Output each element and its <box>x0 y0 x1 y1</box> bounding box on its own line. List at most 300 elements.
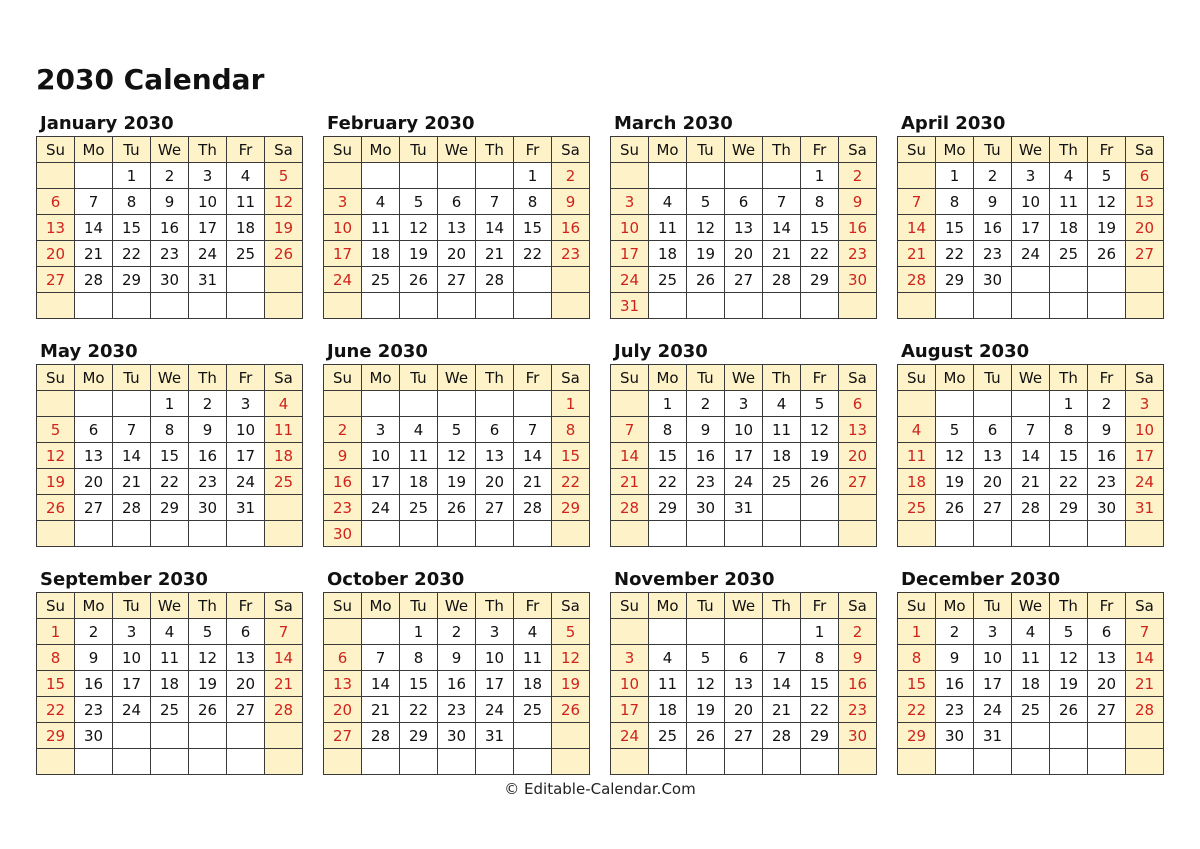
day-cell: 12 <box>189 645 227 671</box>
day-cell: 11 <box>400 443 438 469</box>
weekday-header-row <box>324 593 590 619</box>
day-cell: 28 <box>362 723 400 749</box>
week-row <box>898 469 1164 495</box>
day-cell <box>438 163 476 189</box>
month-block <box>323 568 590 775</box>
month-table <box>36 592 303 775</box>
day-cell: 24 <box>227 469 265 495</box>
day-cell: 29 <box>151 495 189 521</box>
day-cell: 27 <box>476 495 514 521</box>
weekday-header: Tu <box>687 137 725 163</box>
weekday-header-row <box>611 593 877 619</box>
day-cell: 18 <box>1050 215 1088 241</box>
day-cell <box>1088 293 1126 319</box>
day-cell <box>1012 293 1050 319</box>
month-title: August 2030 <box>901 341 1030 362</box>
day-cell: 30 <box>974 267 1012 293</box>
day-cell <box>324 163 362 189</box>
week-row <box>898 417 1164 443</box>
day-cell <box>1126 723 1164 749</box>
month-title: February 2030 <box>327 113 475 134</box>
weekday-header: Mo <box>75 365 113 391</box>
day-cell: 30 <box>936 723 974 749</box>
day-cell: 30 <box>687 495 725 521</box>
day-cell <box>113 293 151 319</box>
day-cell: 16 <box>75 671 113 697</box>
weekday-header: Su <box>611 365 649 391</box>
week-row <box>37 163 303 189</box>
week-row <box>324 697 590 723</box>
day-cell: 8 <box>552 417 590 443</box>
day-cell <box>113 391 151 417</box>
day-cell: 20 <box>1126 215 1164 241</box>
day-cell: 10 <box>227 417 265 443</box>
day-cell <box>151 293 189 319</box>
day-cell: 5 <box>1050 619 1088 645</box>
day-cell: 25 <box>265 469 303 495</box>
day-cell: 28 <box>75 267 113 293</box>
day-cell: 17 <box>974 671 1012 697</box>
day-cell: 18 <box>898 469 936 495</box>
weekday-header: Th <box>1050 137 1088 163</box>
weekday-header: Fr <box>514 593 552 619</box>
day-cell: 5 <box>1088 163 1126 189</box>
day-cell <box>227 749 265 775</box>
month-block <box>897 112 1164 319</box>
weekday-header: Mo <box>362 137 400 163</box>
day-cell <box>324 619 362 645</box>
day-cell <box>1126 293 1164 319</box>
week-row <box>324 215 590 241</box>
day-cell: 31 <box>974 723 1012 749</box>
weekday-header: Mo <box>75 593 113 619</box>
day-cell <box>839 293 877 319</box>
day-cell <box>151 521 189 547</box>
weekday-header-row <box>324 137 590 163</box>
weekday-header: Su <box>324 137 362 163</box>
day-cell: 23 <box>839 241 877 267</box>
day-cell <box>898 391 936 417</box>
day-cell: 16 <box>552 215 590 241</box>
day-cell: 19 <box>1050 671 1088 697</box>
day-cell: 14 <box>763 671 801 697</box>
day-cell <box>227 521 265 547</box>
day-cell: 29 <box>936 267 974 293</box>
day-cell: 28 <box>514 495 552 521</box>
day-cell <box>227 723 265 749</box>
weekday-header: Th <box>476 593 514 619</box>
day-cell: 6 <box>725 645 763 671</box>
day-cell <box>476 293 514 319</box>
week-row <box>324 443 590 469</box>
day-cell: 26 <box>936 495 974 521</box>
day-cell: 16 <box>936 671 974 697</box>
day-cell <box>1050 749 1088 775</box>
day-cell <box>1126 749 1164 775</box>
day-cell: 12 <box>687 215 725 241</box>
day-cell: 7 <box>763 189 801 215</box>
day-cell <box>839 749 877 775</box>
weekday-header: We <box>438 365 476 391</box>
day-cell: 14 <box>362 671 400 697</box>
month-title: September 2030 <box>40 569 208 590</box>
weekday-header: Mo <box>362 365 400 391</box>
week-row <box>898 723 1164 749</box>
week-row <box>324 163 590 189</box>
day-cell: 13 <box>974 443 1012 469</box>
day-cell: 31 <box>476 723 514 749</box>
day-cell: 9 <box>75 645 113 671</box>
day-cell <box>649 619 687 645</box>
week-row <box>611 521 877 547</box>
day-cell: 20 <box>974 469 1012 495</box>
day-cell <box>476 521 514 547</box>
day-cell <box>611 521 649 547</box>
day-cell: 23 <box>324 495 362 521</box>
day-cell <box>611 391 649 417</box>
day-cell: 3 <box>974 619 1012 645</box>
day-cell <box>1088 267 1126 293</box>
day-cell <box>400 293 438 319</box>
day-cell: 9 <box>151 189 189 215</box>
month-table <box>323 592 590 775</box>
week-row <box>611 163 877 189</box>
weekday-header: Sa <box>265 365 303 391</box>
day-cell <box>189 749 227 775</box>
day-cell <box>1012 521 1050 547</box>
day-cell <box>113 749 151 775</box>
week-row <box>611 697 877 723</box>
week-row <box>37 645 303 671</box>
day-cell: 28 <box>763 267 801 293</box>
day-cell <box>974 391 1012 417</box>
day-cell <box>552 293 590 319</box>
weekday-header: Mo <box>936 365 974 391</box>
day-cell: 2 <box>151 163 189 189</box>
day-cell: 21 <box>1012 469 1050 495</box>
day-cell: 12 <box>801 417 839 443</box>
day-cell: 24 <box>189 241 227 267</box>
weekday-header: Mo <box>936 593 974 619</box>
week-row <box>37 241 303 267</box>
day-cell <box>898 293 936 319</box>
weekday-header: Sa <box>839 593 877 619</box>
day-cell: 25 <box>151 697 189 723</box>
weekday-header: Th <box>476 365 514 391</box>
day-cell: 6 <box>227 619 265 645</box>
day-cell: 15 <box>400 671 438 697</box>
weekday-header: Fr <box>1088 593 1126 619</box>
week-row <box>611 241 877 267</box>
day-cell <box>476 163 514 189</box>
day-cell <box>801 293 839 319</box>
day-cell: 12 <box>265 189 303 215</box>
day-cell <box>1050 267 1088 293</box>
day-cell: 14 <box>1126 645 1164 671</box>
day-cell: 15 <box>936 215 974 241</box>
day-cell: 13 <box>725 671 763 697</box>
day-cell <box>1050 521 1088 547</box>
day-cell <box>362 163 400 189</box>
month-title: April 2030 <box>901 113 1006 134</box>
day-cell: 2 <box>974 163 1012 189</box>
day-cell: 25 <box>763 469 801 495</box>
day-cell: 30 <box>151 267 189 293</box>
day-cell <box>898 749 936 775</box>
day-cell: 10 <box>611 671 649 697</box>
day-cell: 2 <box>839 163 877 189</box>
day-cell: 26 <box>801 469 839 495</box>
day-cell: 16 <box>839 215 877 241</box>
day-cell: 12 <box>936 443 974 469</box>
week-row <box>37 697 303 723</box>
day-cell: 5 <box>687 189 725 215</box>
day-cell: 3 <box>362 417 400 443</box>
day-cell: 9 <box>839 189 877 215</box>
day-cell <box>189 521 227 547</box>
day-cell: 17 <box>476 671 514 697</box>
day-cell: 7 <box>476 189 514 215</box>
month-table <box>323 364 590 547</box>
weekday-header: Mo <box>649 137 687 163</box>
weekday-header-row <box>37 593 303 619</box>
week-row <box>898 749 1164 775</box>
weekday-header: We <box>725 593 763 619</box>
week-row <box>898 293 1164 319</box>
day-cell: 6 <box>75 417 113 443</box>
day-cell: 27 <box>1088 697 1126 723</box>
day-cell: 5 <box>687 645 725 671</box>
day-cell: 11 <box>514 645 552 671</box>
weekday-header: Su <box>611 137 649 163</box>
day-cell: 27 <box>324 723 362 749</box>
day-cell: 27 <box>725 723 763 749</box>
day-cell: 2 <box>189 391 227 417</box>
day-cell: 25 <box>362 267 400 293</box>
day-cell: 18 <box>265 443 303 469</box>
day-cell: 29 <box>801 267 839 293</box>
week-row <box>898 619 1164 645</box>
week-row <box>611 417 877 443</box>
day-cell <box>552 749 590 775</box>
week-row <box>324 391 590 417</box>
day-cell: 5 <box>552 619 590 645</box>
weekday-header: Mo <box>362 593 400 619</box>
day-cell: 25 <box>1012 697 1050 723</box>
day-cell: 31 <box>1126 495 1164 521</box>
day-cell <box>1012 749 1050 775</box>
day-cell <box>763 163 801 189</box>
day-cell <box>265 723 303 749</box>
day-cell: 23 <box>151 241 189 267</box>
day-cell: 17 <box>1012 215 1050 241</box>
day-cell <box>438 521 476 547</box>
day-cell: 9 <box>438 645 476 671</box>
week-row <box>611 293 877 319</box>
day-cell: 14 <box>476 215 514 241</box>
weekday-header-row <box>324 365 590 391</box>
day-cell: 21 <box>514 469 552 495</box>
day-cell: 12 <box>687 671 725 697</box>
day-cell: 30 <box>839 723 877 749</box>
day-cell: 26 <box>687 723 725 749</box>
day-cell: 8 <box>649 417 687 443</box>
weekday-header-row <box>898 593 1164 619</box>
day-cell: 24 <box>974 697 1012 723</box>
day-cell <box>227 293 265 319</box>
week-row <box>611 189 877 215</box>
weekday-header: We <box>725 365 763 391</box>
day-cell: 3 <box>113 619 151 645</box>
day-cell: 22 <box>151 469 189 495</box>
weekday-header: We <box>725 137 763 163</box>
week-row <box>611 749 877 775</box>
day-cell <box>1012 267 1050 293</box>
day-cell: 18 <box>649 241 687 267</box>
day-cell: 14 <box>113 443 151 469</box>
day-cell <box>324 749 362 775</box>
day-cell <box>974 749 1012 775</box>
day-cell: 27 <box>227 697 265 723</box>
day-cell: 17 <box>189 215 227 241</box>
day-cell: 19 <box>687 241 725 267</box>
day-cell <box>552 267 590 293</box>
day-cell: 4 <box>227 163 265 189</box>
day-cell: 26 <box>552 697 590 723</box>
day-cell: 7 <box>265 619 303 645</box>
day-cell: 29 <box>113 267 151 293</box>
day-cell: 23 <box>1088 469 1126 495</box>
day-cell: 9 <box>552 189 590 215</box>
day-cell <box>514 521 552 547</box>
day-cell: 9 <box>324 443 362 469</box>
day-cell: 27 <box>839 469 877 495</box>
day-cell: 5 <box>37 417 75 443</box>
day-cell: 2 <box>936 619 974 645</box>
day-cell: 12 <box>1050 645 1088 671</box>
day-cell <box>75 293 113 319</box>
week-row <box>611 723 877 749</box>
day-cell: 13 <box>725 215 763 241</box>
week-row <box>611 267 877 293</box>
weekday-header: Tu <box>113 365 151 391</box>
day-cell <box>839 495 877 521</box>
week-row <box>37 267 303 293</box>
week-row <box>611 645 877 671</box>
month-table <box>610 364 877 547</box>
day-cell: 16 <box>438 671 476 697</box>
day-cell: 13 <box>839 417 877 443</box>
weekday-header: Su <box>37 593 75 619</box>
day-cell <box>936 391 974 417</box>
day-cell: 14 <box>75 215 113 241</box>
weekday-header: We <box>1012 365 1050 391</box>
week-row <box>324 241 590 267</box>
weekday-header: Su <box>898 365 936 391</box>
day-cell: 21 <box>75 241 113 267</box>
day-cell: 25 <box>649 267 687 293</box>
day-cell: 11 <box>649 671 687 697</box>
day-cell: 7 <box>611 417 649 443</box>
day-cell: 11 <box>265 417 303 443</box>
day-cell: 27 <box>37 267 75 293</box>
day-cell: 17 <box>227 443 265 469</box>
day-cell: 16 <box>687 443 725 469</box>
day-cell: 23 <box>189 469 227 495</box>
weekday-header: We <box>151 593 189 619</box>
day-cell: 3 <box>189 163 227 189</box>
day-cell: 8 <box>514 189 552 215</box>
day-cell <box>936 521 974 547</box>
weekday-header: Tu <box>687 365 725 391</box>
day-cell: 16 <box>151 215 189 241</box>
day-cell: 31 <box>189 267 227 293</box>
day-cell: 18 <box>1012 671 1050 697</box>
day-cell: 29 <box>37 723 75 749</box>
day-cell <box>37 749 75 775</box>
day-cell: 21 <box>362 697 400 723</box>
weekday-header: We <box>438 593 476 619</box>
day-cell: 3 <box>611 645 649 671</box>
day-cell: 24 <box>1012 241 1050 267</box>
day-cell: 27 <box>438 267 476 293</box>
month-block <box>897 568 1164 775</box>
day-cell: 11 <box>1012 645 1050 671</box>
day-cell: 2 <box>1088 391 1126 417</box>
day-cell: 19 <box>552 671 590 697</box>
month-block <box>897 340 1164 547</box>
day-cell: 20 <box>37 241 75 267</box>
day-cell: 3 <box>476 619 514 645</box>
month-table <box>36 136 303 319</box>
page-title: 2030 Calendar <box>36 63 265 96</box>
day-cell: 21 <box>265 671 303 697</box>
day-cell <box>936 293 974 319</box>
day-cell <box>725 293 763 319</box>
day-cell: 8 <box>936 189 974 215</box>
day-cell: 17 <box>362 469 400 495</box>
day-cell: 25 <box>1050 241 1088 267</box>
day-cell: 30 <box>189 495 227 521</box>
month-table <box>610 136 877 319</box>
day-cell <box>265 293 303 319</box>
weekday-header: Su <box>37 137 75 163</box>
month-block <box>323 112 590 319</box>
day-cell: 13 <box>75 443 113 469</box>
weekday-header: Mo <box>936 137 974 163</box>
day-cell <box>1012 391 1050 417</box>
weekday-header: Fr <box>801 593 839 619</box>
day-cell: 22 <box>37 697 75 723</box>
month-table <box>897 364 1164 547</box>
day-cell: 1 <box>552 391 590 417</box>
day-cell <box>362 619 400 645</box>
day-cell: 17 <box>324 241 362 267</box>
day-cell: 1 <box>151 391 189 417</box>
day-cell: 28 <box>611 495 649 521</box>
day-cell <box>725 521 763 547</box>
day-cell <box>189 293 227 319</box>
week-row <box>37 469 303 495</box>
weekday-header: Fr <box>227 137 265 163</box>
week-row <box>324 189 590 215</box>
weekday-header: Su <box>898 137 936 163</box>
weekday-header: Sa <box>265 137 303 163</box>
weekday-header: Tu <box>400 365 438 391</box>
day-cell: 12 <box>1088 189 1126 215</box>
weekday-header: Su <box>37 365 75 391</box>
day-cell <box>75 391 113 417</box>
